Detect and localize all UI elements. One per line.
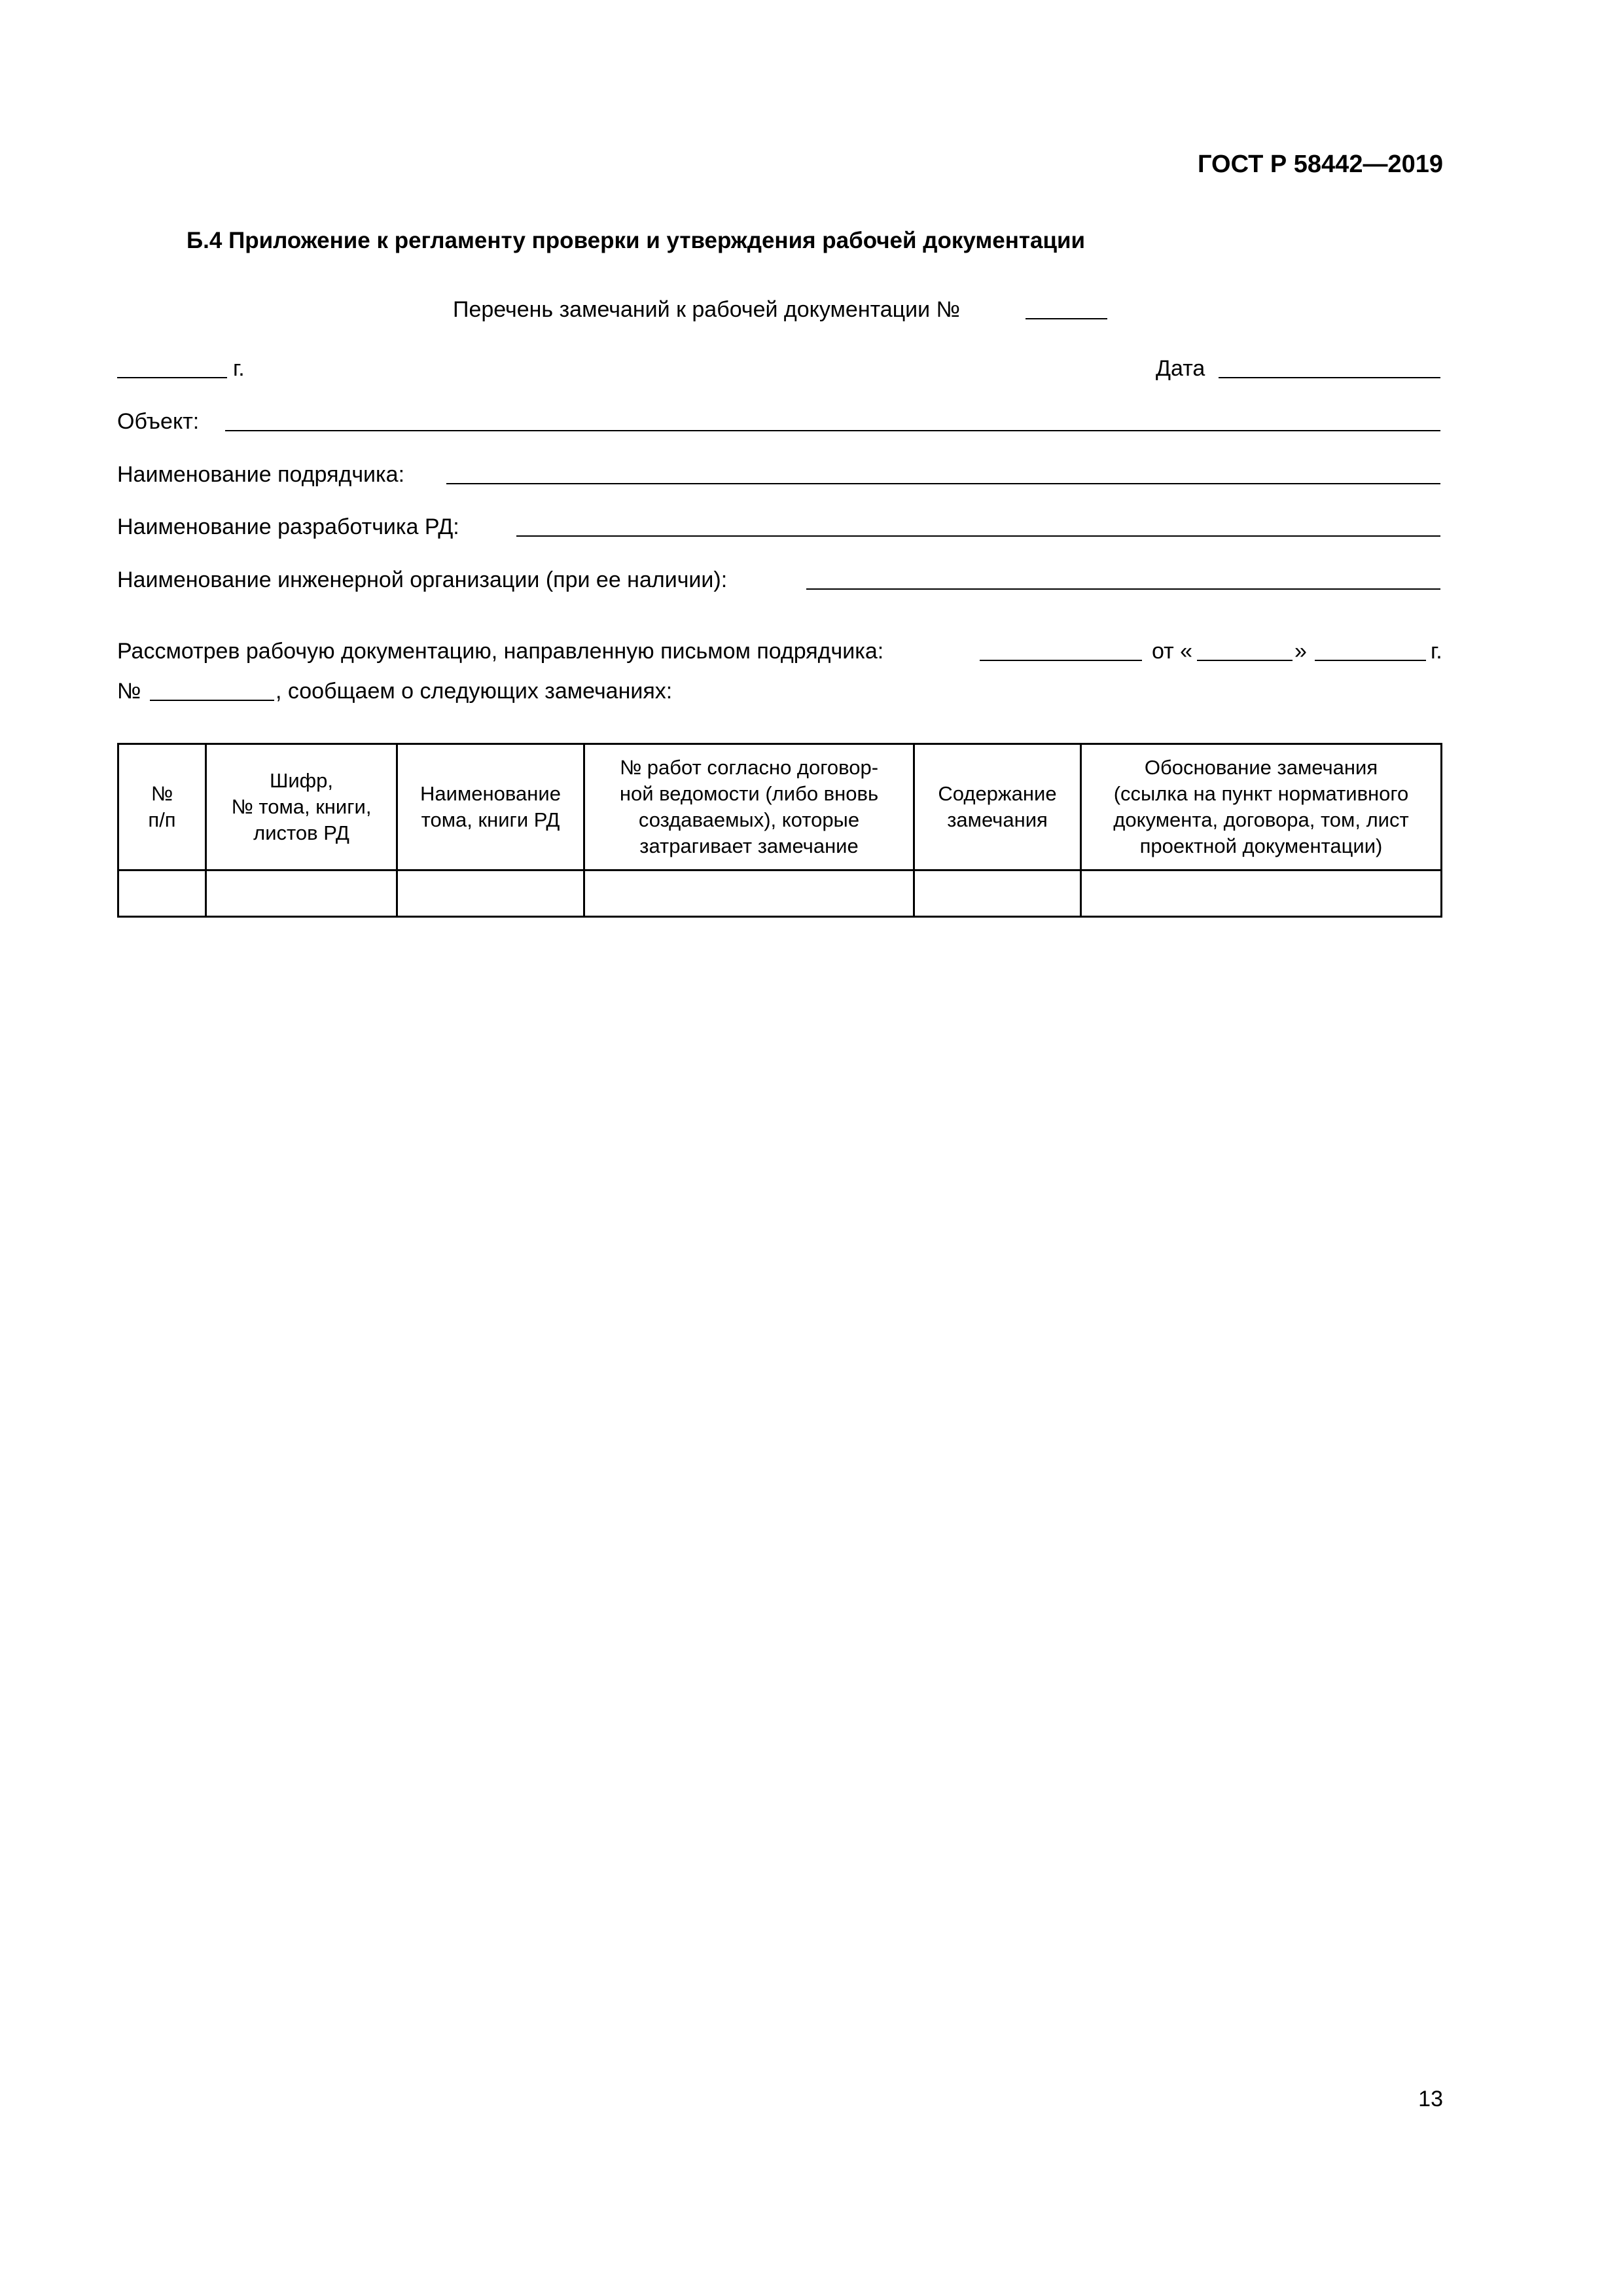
table-header-row xyxy=(118,744,1442,870)
paragraph-quote-close: » xyxy=(1294,639,1307,664)
date-label: Дата xyxy=(1156,356,1205,381)
object-blank[interactable] xyxy=(225,430,1440,431)
developer-label: Наименование разработчика РД: xyxy=(117,514,459,539)
section-title: Б.4 Приложение к регламенту проверки и утверждения рабочей документации xyxy=(187,228,1085,253)
table-cell[interactable] xyxy=(206,870,397,917)
contractor-blank[interactable] xyxy=(446,483,1440,484)
table-cell[interactable] xyxy=(584,870,914,917)
header-cell-remark-content: Содержание замечания xyxy=(914,744,1081,870)
paragraph-line1-text: Рассмотрев рабочую документацию, направленную письмом подрядчика: xyxy=(117,639,884,664)
engineering-blank[interactable] xyxy=(806,588,1440,590)
table-cell[interactable] xyxy=(118,870,206,917)
object-label: Объект: xyxy=(117,409,200,434)
paragraph-line2-text: , сообщаем о следующих замечаниях: xyxy=(276,679,673,704)
header-cell-code: Шифр, № тома, книги, листов РД xyxy=(206,744,397,870)
list-number-blank[interactable] xyxy=(1026,318,1107,319)
date-blank[interactable] xyxy=(1219,377,1440,378)
table-row xyxy=(118,870,1442,917)
letter-month-blank[interactable] xyxy=(1315,660,1426,661)
header-cell-number: № п/п xyxy=(118,744,206,870)
year-blank[interactable] xyxy=(117,377,227,378)
header-cell-work-numbers: № работ согласно договор- ной ведомости (либо вновь создаваемых), которые затрагивает замечание xyxy=(584,744,914,870)
letter-day-blank[interactable] xyxy=(1197,660,1293,661)
table-cell[interactable] xyxy=(397,870,584,917)
header-cell-volume-name: Наименование тома, книги РД xyxy=(397,744,584,870)
page-number: 13 xyxy=(1418,2087,1443,2111)
developer-blank[interactable] xyxy=(516,535,1440,537)
table-cell[interactable] xyxy=(914,870,1081,917)
list-title: Перечень замечаний к рабочей документации № xyxy=(453,297,961,322)
remarks-table xyxy=(117,743,1442,918)
header-cell-justification: Обоснование замечания (ссылка на пункт нормативного документа, договора, том, лист проектной документации) xyxy=(1081,744,1442,870)
standard-designation: ГОСТ Р 58442—2019 xyxy=(1198,151,1443,178)
paragraph-year-suffix: г. xyxy=(1431,639,1442,664)
contractor-label: Наименование подрядчика: xyxy=(117,462,405,487)
engineering-label: Наименование инженерной организации (при ее наличии): xyxy=(117,567,728,592)
paragraph-from: от « xyxy=(1152,639,1193,664)
letter-reg-number-blank[interactable] xyxy=(150,700,274,701)
table-cell[interactable] xyxy=(1081,870,1442,917)
paragraph-number-sign: № xyxy=(117,679,141,704)
letter-number-blank[interactable] xyxy=(980,660,1142,661)
year-suffix: г. xyxy=(233,356,245,381)
